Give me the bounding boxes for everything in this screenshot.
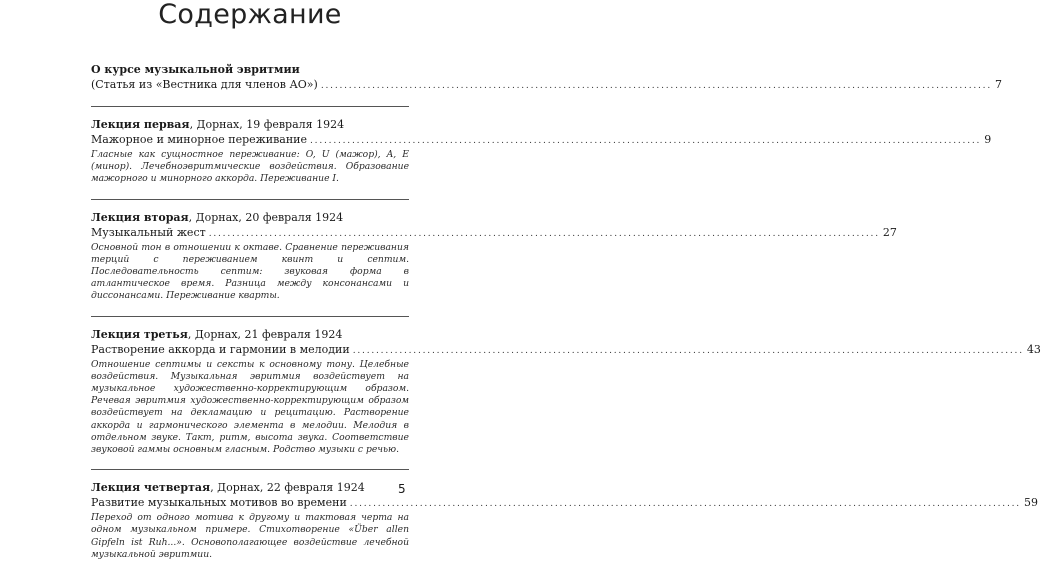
entry-heading bbox=[91, 117, 409, 132]
page-title: Содержание bbox=[158, 0, 342, 30]
entry-heading-title: О курсе музыкальной эвритмии bbox=[91, 63, 300, 76]
toc-line[interactable] bbox=[91, 77, 1003, 94]
toc-entry-lecture-2 bbox=[91, 210, 897, 303]
toc-line[interactable] bbox=[91, 132, 992, 149]
leader-dots: ................................................................................................................................................ bbox=[352, 345, 1024, 356]
toc-line-page: 9 bbox=[984, 133, 992, 146]
separator bbox=[91, 199, 409, 200]
leader-dots: ................................................................................................................................................ bbox=[349, 499, 1021, 510]
table-of-contents bbox=[91, 62, 1041, 561]
leader-dots: ................................................................................................................................................ bbox=[310, 136, 982, 146]
page-number: 5 bbox=[398, 482, 406, 496]
separator bbox=[91, 106, 409, 107]
entry-heading bbox=[91, 210, 409, 225]
entry-description: Гласные как сущностное переживание: O, U (мажор), A, E (минор). Лечебноэвритмические воздействия. Образование мажорного и минорного аккорда. Переживание I. bbox=[91, 149, 409, 185]
toc-line-text: Мажорное и минорное переживание bbox=[91, 133, 308, 146]
entry-heading-date: , Дорнах, 22 февраля 1924 bbox=[210, 481, 365, 495]
entry-description: Отношение септимы и сексты к основному тону. Целебные воздействия. Музыкальная эвритмия воздействует на музыкальное художественно-корректирующим образом. Речевая эвритмия художественно-корректирующим образом воздействует на декламацию и рецитацию. Растворение аккорда и гармонического элемента в мелодии. Мелодия в отдельном звуке. Такт, ритм, высота звука. Соответствие звуковой гаммы основным гласным. Родство музыки с речью. bbox=[91, 358, 409, 456]
toc-line-page: 7 bbox=[995, 78, 1003, 91]
entry-description: Основной тон в отношении к октаве. Сравнение переживания терций с переживанием квинт и септим. Последовательность септим: звуковая форма в атлантическое время. Разница между консонансами и диссонансами. Переживание кварты. bbox=[91, 241, 409, 302]
leader-dots: ................................................................................................................................................ bbox=[208, 228, 880, 239]
entry-heading-title: Лекция первая bbox=[91, 118, 190, 131]
entry-description: Переход от одного мотива к другому и тактовая черта на одном музыкальном примере. Стихотворение «Über allen Gipfeln ist Ruh...». Основополагающее воздействие лечебной музыкальной эвритмии. bbox=[91, 512, 409, 560]
entry-heading-title: Лекция четвертая bbox=[91, 481, 211, 495]
entry-heading bbox=[91, 62, 409, 77]
toc-line-text: (Статья из «Вестника для членов АО») bbox=[91, 78, 318, 91]
toc-line-page: 27 bbox=[882, 225, 897, 239]
toc-line[interactable] bbox=[91, 225, 897, 242]
toc-line-text: Растворение аккорда и гармонии в мелодии bbox=[91, 342, 350, 356]
entry-heading bbox=[91, 327, 409, 342]
toc-entry-about bbox=[91, 62, 1003, 94]
toc-line-page: 59 bbox=[1023, 496, 1038, 510]
toc-line[interactable] bbox=[91, 495, 1038, 512]
toc-line-text: Развитие музыкальных мотивов во времени bbox=[91, 496, 347, 510]
entry-heading-date: , Дорнах, 20 февраля 1924 bbox=[188, 210, 344, 224]
separator bbox=[91, 469, 409, 470]
entry-heading bbox=[91, 480, 409, 495]
toc-line[interactable] bbox=[91, 342, 1041, 359]
toc-entry-lecture-1 bbox=[91, 117, 992, 186]
entry-heading-date: , Дорнах, 21 февраля 1924 bbox=[187, 327, 343, 341]
toc-line-page: 43 bbox=[1026, 342, 1041, 356]
separator bbox=[91, 316, 409, 317]
toc-entry-lecture-4 bbox=[91, 480, 1038, 561]
entry-heading-title: Лекция вторая bbox=[91, 210, 189, 224]
leader-dots: ................................................................................................................................................ bbox=[320, 81, 993, 91]
toc-entry-lecture-3 bbox=[91, 327, 1041, 457]
toc-line-text: Музыкальный жест bbox=[91, 225, 206, 239]
entry-heading-date: , Дорнах, 19 февраля 1924 bbox=[189, 118, 345, 131]
entry-heading-title: Лекция третья bbox=[91, 327, 188, 341]
